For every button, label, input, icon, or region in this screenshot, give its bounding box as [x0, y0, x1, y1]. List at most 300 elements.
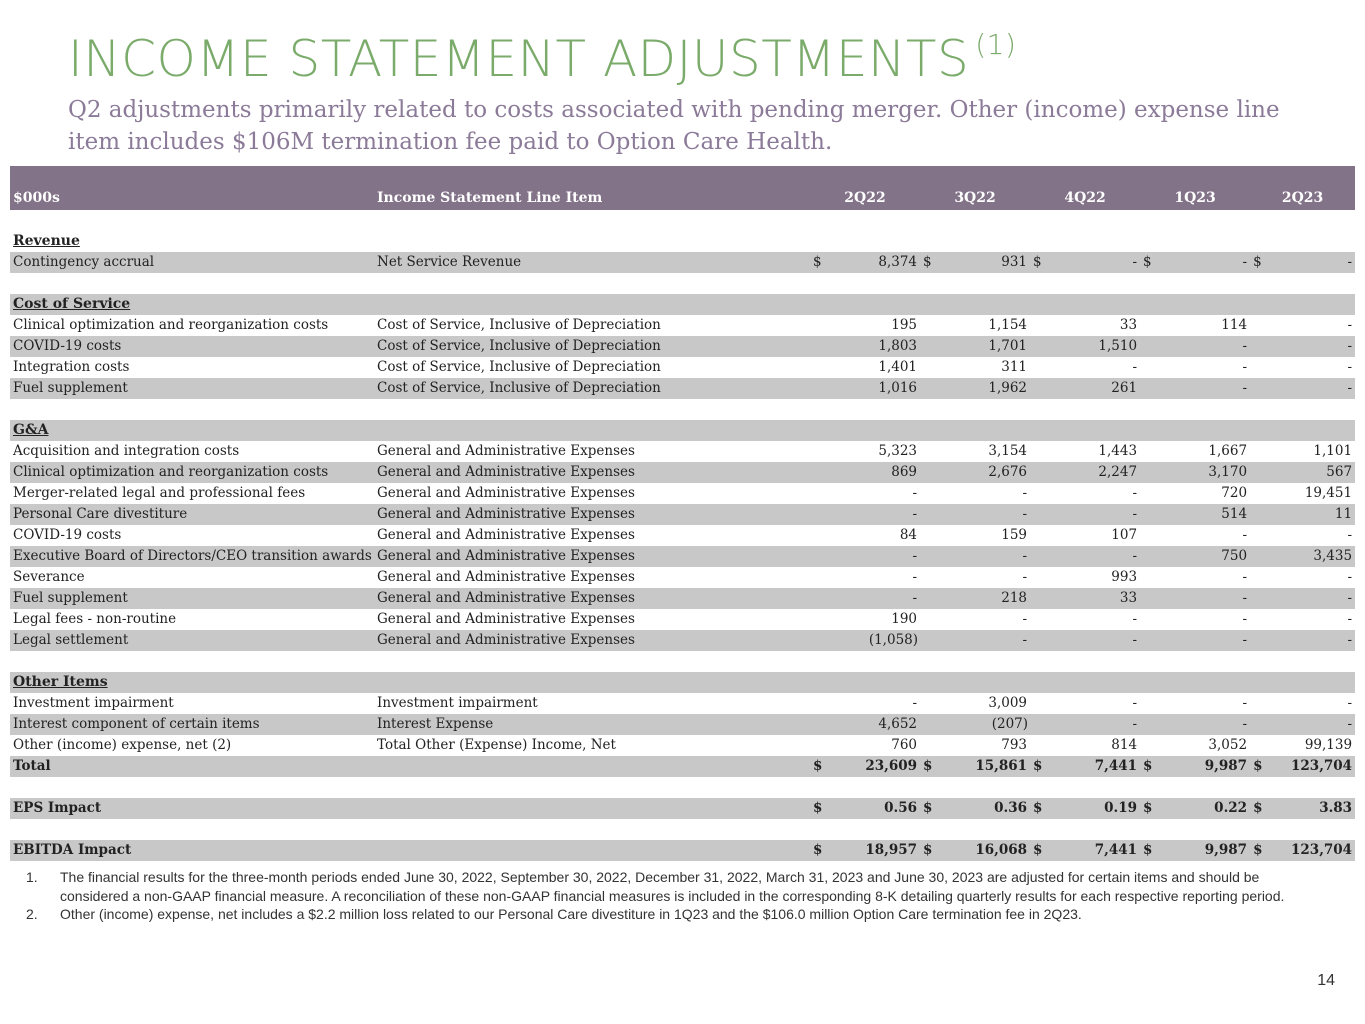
currency-symbol: $	[920, 756, 938, 777]
currency-symbol: $	[920, 798, 938, 819]
section-header-row	[10, 672, 1355, 693]
currency-symbol	[1140, 567, 1158, 588]
footnotes	[26, 868, 1286, 924]
currency-symbol	[1030, 714, 1048, 735]
currency-symbol	[920, 483, 938, 504]
value-cell: 3,009	[988, 695, 1028, 711]
row-label: Severance	[13, 569, 85, 585]
header-2q22: 2Q22	[810, 166, 920, 210]
row-line-item: Cost of Service, Inclusive of Depreciation	[377, 359, 661, 375]
row-line-item: General and Administrative Expenses	[377, 569, 635, 585]
spacer-row	[10, 819, 1355, 840]
footnote-1	[26, 868, 1286, 905]
value-cell: -	[1158, 588, 1250, 609]
currency-symbol	[920, 630, 938, 651]
currency-symbol	[1250, 315, 1268, 336]
row-label: Legal settlement	[10, 630, 374, 651]
value-cell: -	[1268, 630, 1355, 651]
value-cell: (207)	[938, 714, 1030, 735]
currency-symbol	[1030, 462, 1048, 483]
header-3q22: 3Q22	[920, 166, 1030, 210]
currency-symbol	[1250, 567, 1268, 588]
table-row	[10, 567, 1355, 588]
value-cell: 793	[1001, 737, 1028, 753]
row-line-item: Cost of Service, Inclusive of Depreciation	[374, 336, 810, 357]
value-cell: 1,701	[938, 336, 1030, 357]
spacer-cell	[10, 273, 1355, 294]
value-cell: -	[1242, 359, 1248, 375]
value-cell: 720	[1221, 485, 1248, 501]
row-label: COVID-19 costs	[10, 336, 374, 357]
value-cell: 514	[1158, 504, 1250, 525]
currency-symbol	[1030, 630, 1048, 651]
value-cell: 33	[1048, 588, 1140, 609]
value-cell: 11	[1268, 504, 1355, 525]
value-cell: 3,052	[1208, 737, 1248, 753]
value-cell: 0.56	[828, 798, 920, 819]
value-cell: -	[1158, 714, 1250, 735]
page-number: 14	[1317, 972, 1335, 989]
value-cell: -	[828, 588, 920, 609]
value-cell: 9,987	[1158, 840, 1250, 861]
currency-symbol	[810, 714, 828, 735]
table-row	[10, 840, 1355, 861]
currency-symbol	[810, 567, 828, 588]
row-label: Investment impairment	[13, 695, 174, 711]
row-label: Merger-related legal and professional fees	[13, 485, 306, 501]
row-label: Fuel supplement	[10, 588, 374, 609]
value-cell: -	[1347, 527, 1353, 543]
row-line-item: Total Other (Expense) Income, Net	[377, 737, 616, 753]
currency-symbol	[810, 441, 828, 462]
table-row	[10, 588, 1355, 609]
currency-symbol	[1140, 525, 1158, 546]
value-cell: -	[1347, 317, 1353, 333]
value-cell: 15,861	[938, 756, 1030, 777]
currency-symbol	[1030, 483, 1048, 504]
row-line-item: Investment impairment	[377, 695, 538, 711]
table-row	[10, 546, 1355, 567]
value-cell: 0.36	[938, 798, 1030, 819]
row-label: Fuel supplement	[10, 378, 374, 399]
currency-symbol	[810, 315, 828, 336]
value-cell: 1,443	[1098, 443, 1138, 459]
value-cell: -	[1048, 630, 1140, 651]
value-cell: 3,170	[1158, 462, 1250, 483]
row-line-item: Interest Expense	[374, 714, 810, 735]
value-cell: -	[1268, 336, 1355, 357]
currency-symbol	[920, 735, 938, 756]
currency-symbol	[920, 546, 938, 567]
table-row	[10, 630, 1355, 651]
currency-symbol	[1140, 588, 1158, 609]
value-cell: 4,652	[828, 714, 920, 735]
currency-symbol	[1250, 588, 1268, 609]
value-cell: 0.19	[1048, 798, 1140, 819]
currency-symbol	[810, 378, 828, 399]
currency-symbol	[920, 336, 938, 357]
value-cell: 1,510	[1048, 336, 1140, 357]
table-row	[10, 315, 1355, 336]
value-cell: -	[1242, 695, 1248, 711]
currency-symbol	[1140, 693, 1158, 714]
currency-symbol	[920, 609, 938, 630]
value-cell: -	[1158, 630, 1250, 651]
value-cell: -	[938, 546, 1030, 567]
table-header-row	[10, 166, 1355, 210]
value-cell: 33	[1119, 317, 1138, 333]
spacer-cell	[10, 819, 1355, 840]
currency-symbol	[920, 504, 938, 525]
page-title-text: INCOME STATEMENT ADJUSTMENTS	[68, 30, 970, 88]
value-cell: -	[1242, 527, 1248, 543]
currency-symbol	[1140, 735, 1158, 756]
currency-symbol	[1250, 336, 1268, 357]
currency-symbol	[1030, 336, 1048, 357]
currency-symbol	[1250, 462, 1268, 483]
currency-symbol	[1250, 525, 1268, 546]
table-row	[10, 252, 1355, 273]
spacer-cell	[10, 399, 1355, 420]
currency-symbol	[810, 609, 828, 630]
row-label: Total	[10, 756, 374, 777]
value-cell: 1,401	[878, 359, 918, 375]
currency-symbol	[1140, 462, 1158, 483]
currency-symbol	[810, 525, 828, 546]
currency-symbol	[1250, 546, 1268, 567]
currency-symbol: $	[1030, 252, 1048, 273]
value-cell: 0.22	[1158, 798, 1250, 819]
currency-symbol	[1250, 441, 1268, 462]
currency-symbol: $	[1140, 840, 1158, 861]
currency-symbol	[1140, 378, 1158, 399]
row-label: Other (income) expense, net (2)	[13, 737, 232, 753]
value-cell: -	[1242, 611, 1248, 627]
currency-symbol	[810, 504, 828, 525]
currency-symbol	[810, 630, 828, 651]
row-line-item: General and Administrative Expenses	[377, 611, 635, 627]
value-cell: 190	[891, 611, 918, 627]
value-cell: -	[1022, 611, 1028, 627]
currency-symbol: $	[1030, 798, 1048, 819]
section-header-row	[10, 420, 1355, 441]
value-cell: 311	[1001, 359, 1028, 375]
table-row	[10, 714, 1355, 735]
row-line-item: Cost of Service, Inclusive of Depreciation	[377, 317, 661, 333]
value-cell: -	[1347, 695, 1353, 711]
page-title	[68, 28, 1016, 88]
section-header-row	[10, 231, 1355, 252]
spacer-row	[10, 210, 1355, 231]
row-line-item: General and Administrative Expenses	[377, 485, 635, 501]
currency-symbol	[1250, 504, 1268, 525]
header-line-item: Income Statement Line Item	[374, 166, 810, 210]
value-cell: 84	[899, 527, 918, 543]
value-cell: 567	[1268, 462, 1355, 483]
currency-symbol	[1030, 378, 1048, 399]
page-subtitle: Q2 adjustments primarily related to costs associated with pending merger. Other (income) expense line item includes $106M termination fee paid to Option Care Health.	[68, 97, 1280, 155]
value-cell: 7,441	[1048, 840, 1140, 861]
value-cell: -	[828, 546, 920, 567]
value-cell: 123,704	[1268, 840, 1355, 861]
row-line-item: Net Service Revenue	[374, 252, 810, 273]
currency-symbol: $	[1250, 252, 1268, 273]
value-cell: 107	[1111, 527, 1138, 543]
currency-symbol	[1250, 483, 1268, 504]
currency-symbol	[1030, 504, 1048, 525]
row-line-item	[374, 756, 810, 777]
currency-symbol	[1140, 315, 1158, 336]
currency-symbol	[1140, 504, 1158, 525]
value-cell: -	[1132, 611, 1138, 627]
footnote-number: 1.	[26, 869, 38, 885]
currency-symbol	[1140, 336, 1158, 357]
row-label: EBITDA Impact	[10, 840, 374, 861]
row-label: Contingency accrual	[10, 252, 374, 273]
value-cell: -	[1347, 611, 1353, 627]
row-line-item: General and Administrative Expenses	[377, 527, 635, 543]
currency-symbol	[1140, 357, 1158, 378]
header-4q22: 4Q22	[1030, 166, 1140, 210]
value-cell: -	[912, 569, 918, 585]
currency-symbol: $	[1030, 756, 1048, 777]
value-cell: -	[1132, 359, 1138, 375]
row-label: Personal Care divestiture	[10, 504, 374, 525]
row-line-item: Cost of Service, Inclusive of Depreciation	[374, 378, 810, 399]
row-line-item: General and Administrative Expenses	[374, 462, 810, 483]
currency-symbol: $	[810, 756, 828, 777]
currency-symbol	[1140, 546, 1158, 567]
value-cell: -	[1268, 378, 1355, 399]
row-label: EPS Impact	[10, 798, 374, 819]
currency-symbol	[1250, 609, 1268, 630]
currency-symbol	[810, 357, 828, 378]
currency-symbol: $	[1250, 840, 1268, 861]
value-cell: (1,058)	[828, 630, 920, 651]
currency-symbol	[920, 693, 938, 714]
currency-symbol	[920, 462, 938, 483]
value-cell: 16,068	[938, 840, 1030, 861]
currency-symbol: $	[810, 840, 828, 861]
currency-symbol	[920, 525, 938, 546]
currency-symbol	[1030, 441, 1048, 462]
value-cell: -	[1048, 252, 1140, 273]
value-cell: -	[1048, 714, 1140, 735]
row-label: Legal fees - non-routine	[13, 611, 177, 627]
spacer-row	[10, 777, 1355, 798]
currency-symbol	[810, 546, 828, 567]
table-body	[10, 210, 1355, 861]
currency-symbol	[1140, 483, 1158, 504]
currency-symbol	[810, 735, 828, 756]
value-cell: 1,803	[828, 336, 920, 357]
row-label: Interest component of certain items	[10, 714, 374, 735]
currency-symbol: $	[920, 252, 938, 273]
value-cell: -	[938, 504, 1030, 525]
table-row	[10, 378, 1355, 399]
value-cell: -	[828, 504, 920, 525]
value-cell: -	[1158, 378, 1250, 399]
value-cell: 1,667	[1208, 443, 1248, 459]
spacer-cell	[10, 651, 1355, 672]
currency-symbol	[920, 567, 938, 588]
value-cell: 218	[938, 588, 1030, 609]
value-cell: -	[1347, 569, 1353, 585]
currency-symbol	[1250, 378, 1268, 399]
currency-symbol	[1030, 357, 1048, 378]
currency-symbol: $	[1250, 756, 1268, 777]
currency-symbol: $	[810, 798, 828, 819]
table-row	[10, 483, 1355, 504]
table-row	[10, 441, 1355, 462]
table-row	[10, 525, 1355, 546]
row-line-item: General and Administrative Expenses	[374, 630, 810, 651]
currency-symbol	[810, 588, 828, 609]
row-label: Acquisition and integration costs	[13, 443, 240, 459]
currency-symbol	[1030, 588, 1048, 609]
income-adjustments-table	[10, 166, 1355, 861]
value-cell: 3.83	[1268, 798, 1355, 819]
footnote-text: The financial results for the three-month periods ended June 30, 2022, September 30, 2022, December 31, 2022, March 31, 2023 and June 30, 2023 are adjusted for certain items and should be considered a non-GAAP financial measure. A reconciliation of these non-GAAP financial measures is included in the corresponding 8-K detailing quarterly results for each respective reporting period.	[60, 869, 1285, 904]
spacer-row	[10, 651, 1355, 672]
value-cell: 195	[891, 317, 918, 333]
value-cell: 7,441	[1048, 756, 1140, 777]
table-row	[10, 609, 1355, 630]
currency-symbol	[810, 336, 828, 357]
table-row	[10, 693, 1355, 714]
currency-symbol	[1250, 693, 1268, 714]
currency-symbol	[920, 441, 938, 462]
value-cell: -	[1048, 546, 1140, 567]
spacer-cell	[10, 210, 1355, 231]
value-cell: -	[1268, 252, 1355, 273]
currency-symbol	[1030, 315, 1048, 336]
table-row	[10, 357, 1355, 378]
value-cell: -	[1158, 336, 1250, 357]
value-cell: -	[1048, 504, 1140, 525]
value-cell: 931	[938, 252, 1030, 273]
currency-symbol	[1030, 525, 1048, 546]
currency-symbol	[810, 483, 828, 504]
value-cell: 3,435	[1268, 546, 1355, 567]
footnote-number: 2.	[26, 906, 38, 922]
currency-symbol: $	[1140, 756, 1158, 777]
currency-symbol	[1140, 441, 1158, 462]
value-cell: 23,609	[828, 756, 920, 777]
row-label: COVID-19 costs	[13, 527, 122, 543]
currency-symbol: $	[1030, 840, 1048, 861]
row-line-item	[374, 798, 810, 819]
value-cell: 2,247	[1048, 462, 1140, 483]
table-row	[10, 756, 1355, 777]
value-cell: 5,323	[878, 443, 918, 459]
value-cell: 1,016	[828, 378, 920, 399]
currency-symbol: $	[1140, 798, 1158, 819]
value-cell: 9,987	[1158, 756, 1250, 777]
value-cell: 18,957	[828, 840, 920, 861]
row-line-item: General and Administrative Expenses	[374, 546, 810, 567]
value-cell: -	[1132, 695, 1138, 711]
currency-symbol	[1030, 567, 1048, 588]
currency-symbol	[1250, 735, 1268, 756]
value-cell: 99,139	[1304, 737, 1353, 753]
currency-symbol	[810, 462, 828, 483]
spacer-cell	[10, 777, 1355, 798]
currency-symbol	[920, 378, 938, 399]
table-row	[10, 798, 1355, 819]
currency-symbol	[810, 693, 828, 714]
value-cell: 1,154	[988, 317, 1028, 333]
footnote-text: Other (income) expense, net includes a $2.2 million loss related to our Personal Care divestiture in 1Q23 and the $106.0 million Option Care termination fee in 2Q23.	[60, 906, 1082, 922]
row-label: Executive Board of Directors/CEO transition awards	[10, 546, 374, 567]
spacer-row	[10, 273, 1355, 294]
section-title: G&A	[10, 420, 1355, 441]
table-row	[10, 735, 1355, 756]
currency-symbol: $	[1250, 798, 1268, 819]
value-cell: -	[1022, 485, 1028, 501]
value-cell: 114	[1221, 317, 1248, 333]
currency-symbol	[1140, 609, 1158, 630]
spacer-row	[10, 399, 1355, 420]
currency-symbol	[1140, 714, 1158, 735]
section-title: Cost of Service	[10, 294, 1355, 315]
row-line-item: General and Administrative Expenses	[377, 443, 635, 459]
currency-symbol: $	[920, 840, 938, 861]
value-cell: 814	[1111, 737, 1138, 753]
header-units: $000s	[10, 166, 374, 210]
value-cell: -	[1242, 569, 1248, 585]
section-title: Other Items	[10, 672, 1355, 693]
currency-symbol	[1030, 693, 1048, 714]
value-cell: 159	[1001, 527, 1028, 543]
value-cell: -	[1268, 714, 1355, 735]
section-title: Revenue	[13, 233, 80, 249]
row-line-item: General and Administrative Expenses	[374, 504, 810, 525]
currency-symbol	[920, 714, 938, 735]
value-cell: 869	[828, 462, 920, 483]
currency-symbol	[1030, 546, 1048, 567]
value-cell: -	[1347, 359, 1353, 375]
table-row	[10, 336, 1355, 357]
footnote-2	[26, 905, 1286, 924]
row-line-item: General and Administrative Expenses	[374, 588, 810, 609]
value-cell: -	[1158, 252, 1250, 273]
section-header-row	[10, 294, 1355, 315]
title-footnote-marker: (1)	[975, 28, 1017, 61]
currency-symbol	[1030, 609, 1048, 630]
value-cell: 3,154	[988, 443, 1028, 459]
row-label: Integration costs	[13, 359, 130, 375]
currency-symbol	[1140, 630, 1158, 651]
currency-symbol	[1250, 357, 1268, 378]
value-cell: 2,676	[938, 462, 1030, 483]
currency-symbol	[920, 357, 938, 378]
value-cell: 760	[891, 737, 918, 753]
table-row	[10, 504, 1355, 525]
row-label: Clinical optimization and reorganization costs	[10, 462, 374, 483]
row-line-item	[374, 840, 810, 861]
value-cell: 123,704	[1268, 756, 1355, 777]
value-cell: 750	[1158, 546, 1250, 567]
header-1q23: 1Q23	[1140, 166, 1250, 210]
value-cell: 261	[1048, 378, 1140, 399]
value-cell: -	[1268, 588, 1355, 609]
value-cell: -	[938, 630, 1030, 651]
currency-symbol	[1250, 630, 1268, 651]
header-2q23: 2Q23	[1250, 166, 1355, 210]
value-cell: 993	[1111, 569, 1138, 585]
currency-symbol	[920, 315, 938, 336]
